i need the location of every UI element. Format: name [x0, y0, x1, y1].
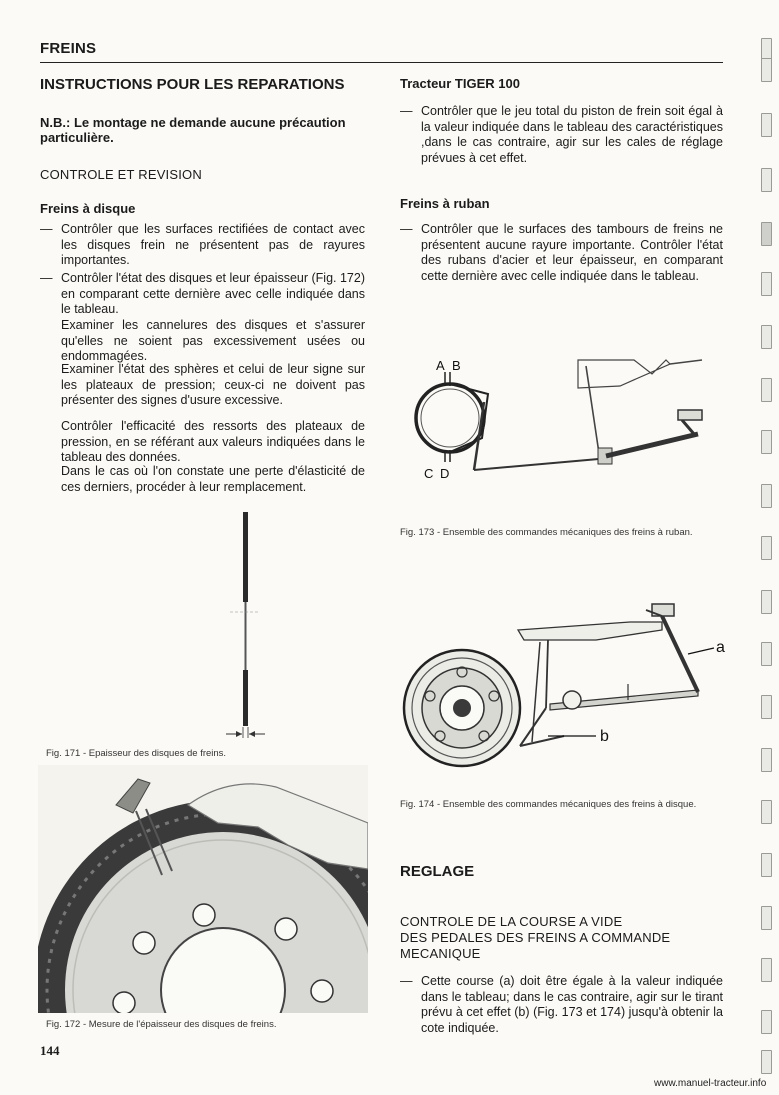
figure-173-band-brake-linkage	[400, 330, 730, 490]
index-tab	[761, 484, 772, 508]
nb-note: N.B.: Le montage ne demande aucune précaution particulière.	[40, 115, 346, 145]
list-item-text: Cette course (a) doit être égale à la valeur indiquée dans le tableau; dans le cas contraire, agir sur le tirant prévu à cet effet (b) (Fig. 173 et 174) jusqu'à obtenir la cote indiquée.	[421, 974, 723, 1035]
index-tab	[761, 430, 772, 454]
label-b: b	[600, 728, 609, 745]
index-tab	[761, 853, 772, 877]
page-title: INSTRUCTIONS POUR LES REPARATIONS	[40, 76, 345, 93]
index-tab	[761, 536, 772, 560]
paragraph: Examiner l'état des sphères et celui de leur signe sur les plateaux de pression; ceux-ci ne doivent pas présenter des signes d'usure excessive.	[61, 362, 365, 407]
list-item-text: Contrôler que le jeu total du piston de frein soit égal à la valeur indiquée dans le tableau des caractéristiques ,dans le cas contraire, agir sur les cales de réglage prévues à cet effet.	[421, 104, 723, 165]
label-b: B	[452, 358, 461, 373]
label-c: C	[424, 466, 434, 481]
figure-174-disc-brake-linkage	[400, 596, 735, 786]
figure-172-measurement-photo	[38, 765, 368, 1013]
label-a: a	[716, 639, 725, 656]
tiger-heading: Tracteur TIGER 100	[400, 76, 520, 91]
band-brakes-heading: Freins à ruban	[400, 196, 490, 211]
index-tab	[761, 222, 772, 246]
list-item	[400, 222, 723, 284]
section-header: FREINS	[40, 40, 97, 57]
label-a: A	[436, 358, 445, 373]
list-dash: —	[400, 222, 413, 236]
index-tab	[761, 168, 772, 192]
index-tab	[761, 642, 772, 666]
header-rule	[40, 62, 723, 63]
index-tab	[761, 113, 772, 137]
paragraph: Examiner les cannelures des disques et s'assurer qu'elles ne soient pas excessivement usées ou endommagées.	[61, 318, 365, 363]
paragraph: Dans le cas où l'on constate une perte d'élasticité de ces derniers, procéder à leur remplacement.	[61, 464, 365, 494]
list-dash: —	[40, 222, 53, 236]
paragraph: Contrôler l'efficacité des ressorts des plateaux de pression, en se référant aux valeurs indiquées dans le tableau des données.	[61, 419, 365, 464]
index-tab	[761, 272, 772, 296]
index-tab	[761, 958, 772, 982]
heading-line: DES PEDALES DES FREINS A COMMANDE	[400, 930, 671, 945]
list-item-text: Contrôler que les surfaces rectifiées de contact avec les disques frein ne présentent pas de rayures importantes.	[61, 222, 365, 267]
index-tab	[761, 378, 772, 402]
heading-line: CONTROLE DE LA COURSE A VIDE	[400, 914, 623, 929]
figure-171-disc-thickness	[190, 508, 310, 740]
list-item-text: Contrôler l'état des disques et leur épaisseur (Fig. 172) en comparant cette dernière avec celle indiquée dans le tableau.	[61, 271, 365, 316]
figure-171-caption: Fig. 171 - Epaisseur des disques de freins.	[46, 748, 227, 759]
index-tab	[761, 906, 772, 930]
list-dash: —	[400, 104, 413, 118]
list-item	[40, 271, 365, 318]
list-item	[400, 104, 723, 166]
disc-brakes-heading: Freins à disque	[40, 201, 136, 216]
list-dash: —	[40, 271, 53, 285]
footer-site-url: www.manuel-tracteur.info	[654, 1078, 767, 1089]
page-number: 144	[40, 1043, 60, 1058]
index-tab	[761, 58, 772, 82]
heading-line: MECANIQUE	[400, 946, 481, 961]
index-tab	[761, 748, 772, 772]
figure-173-caption: Fig. 173 - Ensemble des commandes mécaniques des freins à ruban.	[400, 527, 693, 538]
index-tab	[761, 695, 772, 719]
pedal-travel-heading	[400, 914, 670, 962]
list-item-text: Contrôler que le surfaces des tambours de freins ne présentent aucune rayure importante. Contrôler l'état des rubans d'acier et leur épaisseur, en comparant cette dernière avec celle indiquée dans le tableau.	[421, 222, 723, 283]
index-tab	[761, 800, 772, 824]
adjustment-heading: REGLAGE	[400, 863, 475, 880]
figure-174-caption: Fig. 174 - Ensemble des commandes mécaniques des freins à disque.	[400, 799, 697, 810]
index-tab	[761, 1050, 772, 1074]
figure-172-caption: Fig. 172 - Mesure de l'épaisseur des disques de freins.	[46, 1019, 277, 1030]
index-tab	[761, 325, 772, 349]
index-tab	[761, 1010, 772, 1034]
control-heading: CONTROLE ET REVISION	[40, 167, 202, 182]
list-dash: —	[400, 974, 413, 988]
label-d: D	[440, 466, 450, 481]
index-tab	[761, 590, 772, 614]
list-item	[400, 974, 723, 1036]
list-item	[40, 222, 365, 269]
